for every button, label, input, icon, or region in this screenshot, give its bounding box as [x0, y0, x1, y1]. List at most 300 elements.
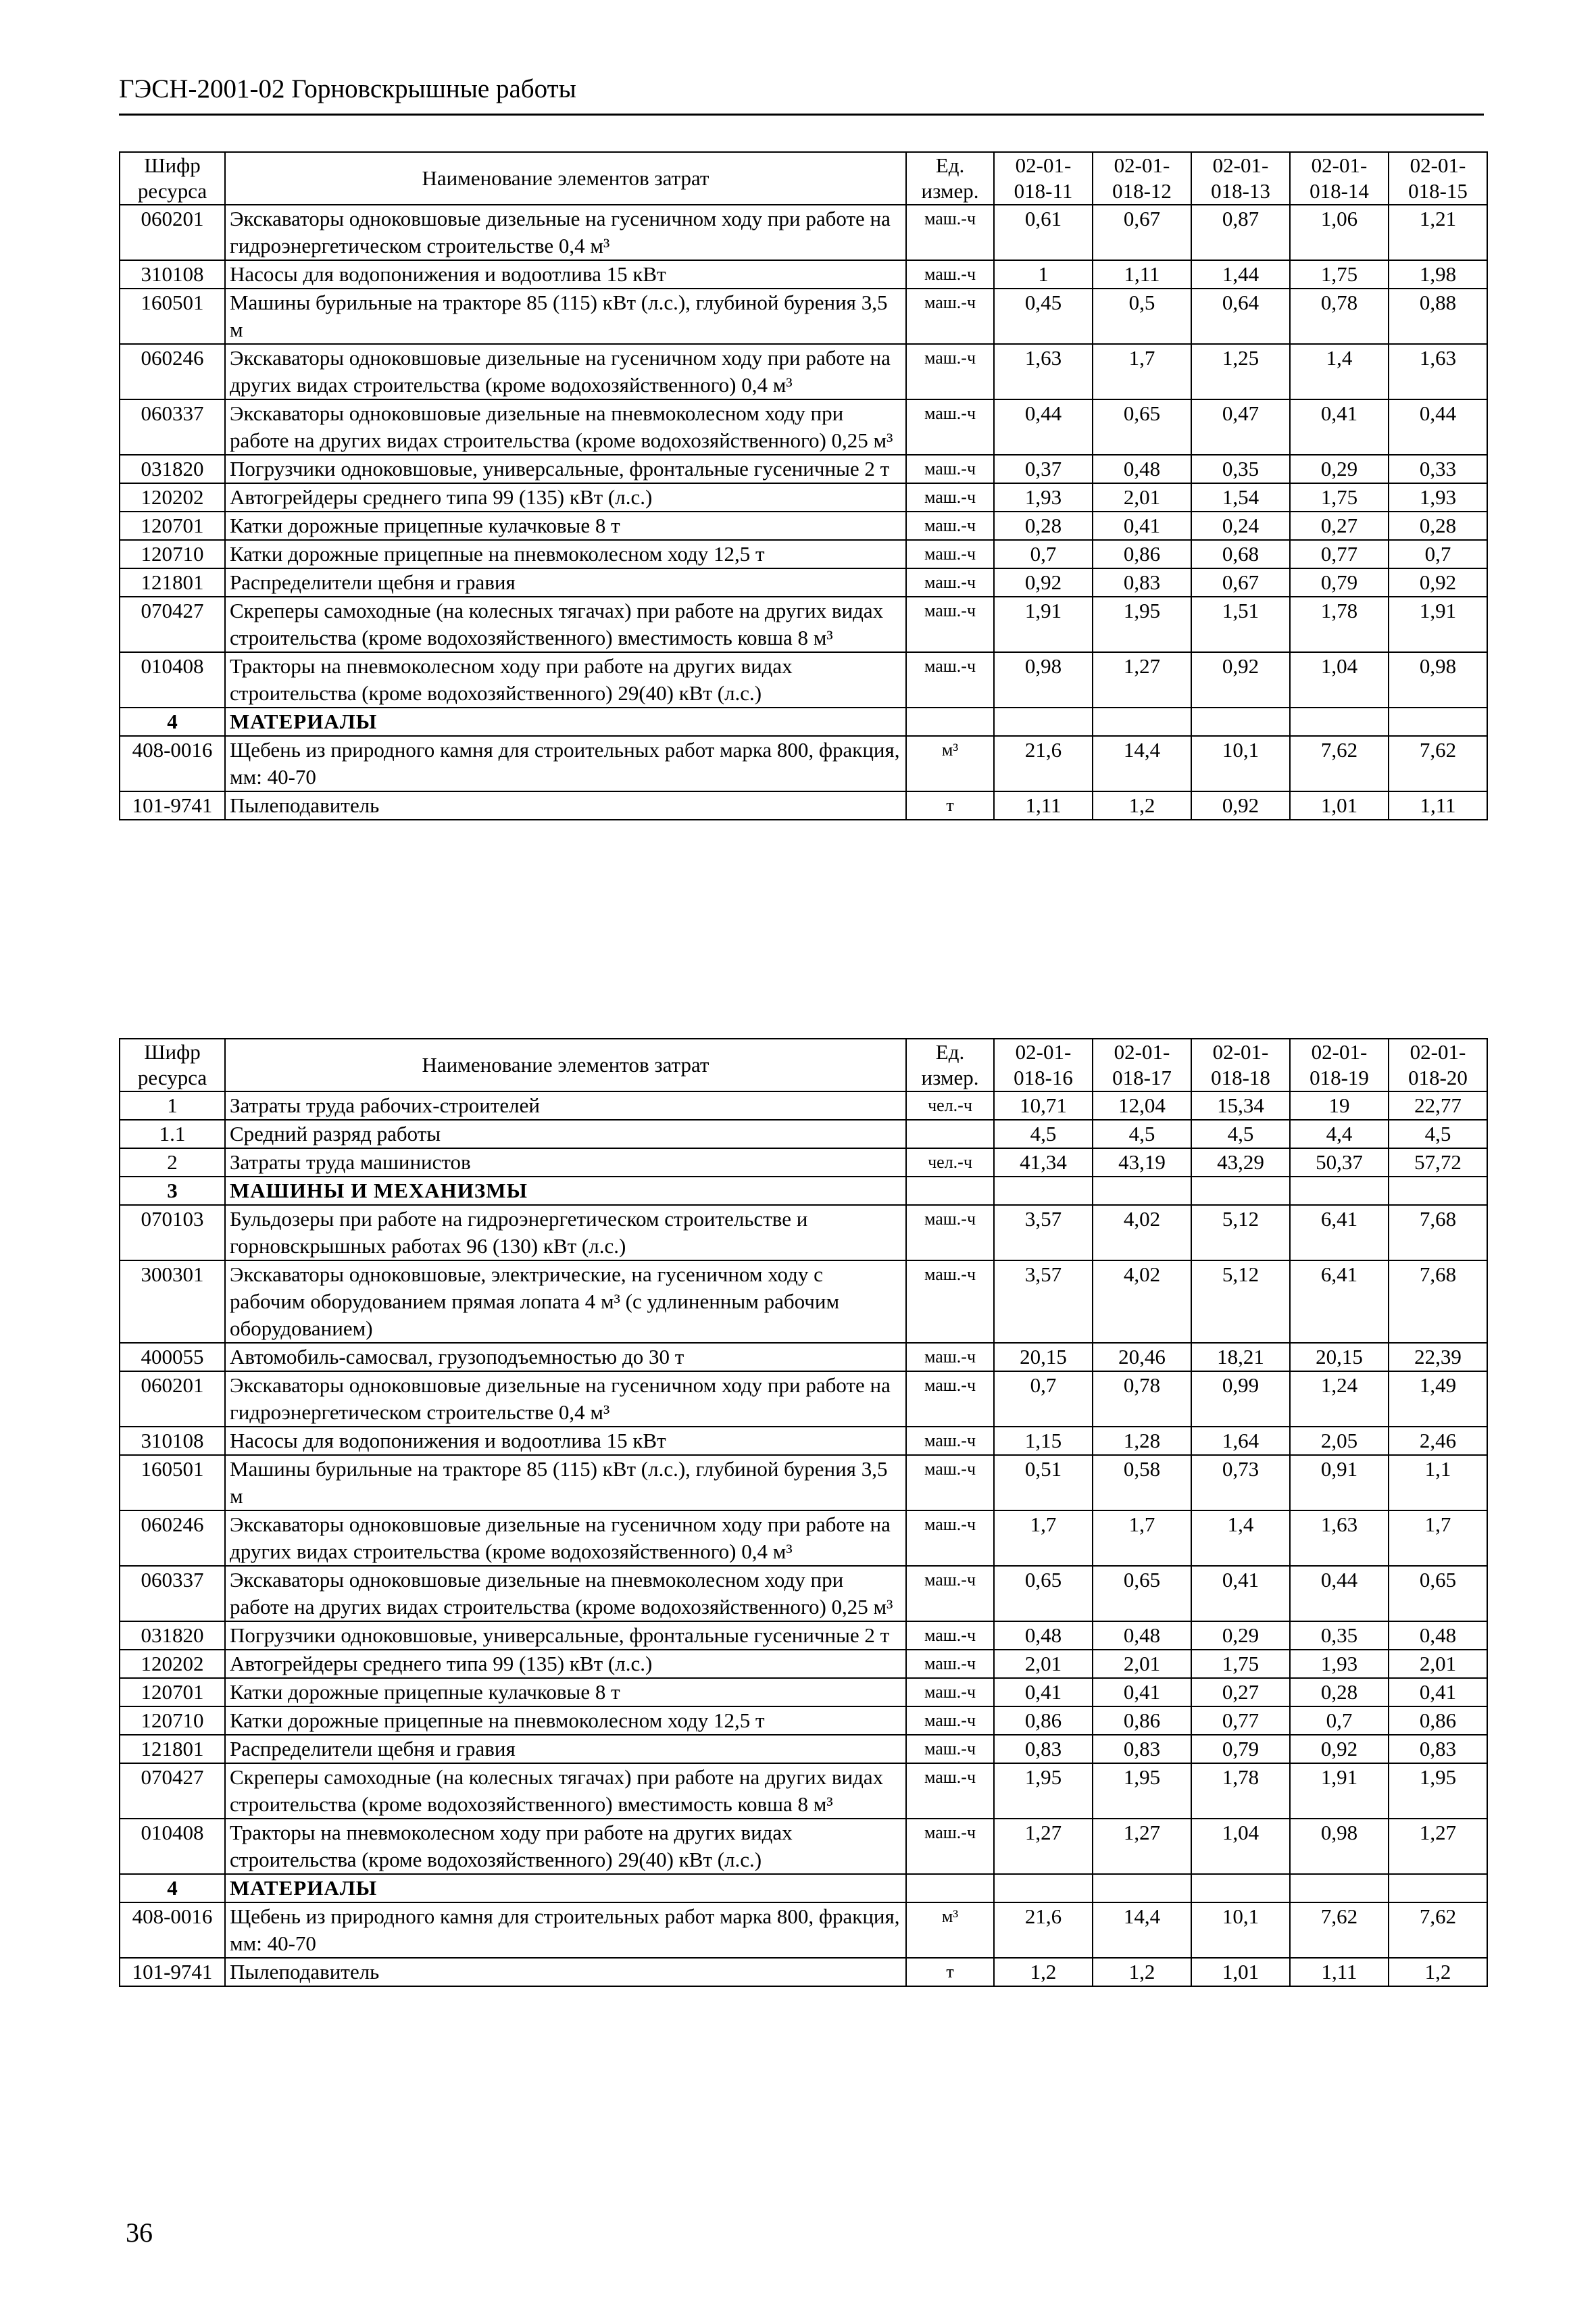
- header-col: 02-01-018-18: [1191, 1039, 1290, 1091]
- value-cell: 0,65: [1093, 1566, 1191, 1621]
- unit-cell: маш.-ч: [906, 344, 994, 399]
- value-cell: 0,98: [1389, 652, 1487, 708]
- resource-code-cell: 121801: [120, 568, 225, 597]
- value-cell: 0,44: [994, 399, 1093, 455]
- value-cell: 0,92: [1191, 652, 1290, 708]
- resource-name-cell: Затраты труда машинистов: [225, 1148, 906, 1177]
- resource-name-cell: Насосы для водопонижения и водоотлива 15 кВт: [225, 1427, 906, 1455]
- value-cell: 0,27: [1290, 512, 1389, 540]
- value-cell: 0,86: [1093, 540, 1191, 568]
- value-cell: 2,01: [1093, 1650, 1191, 1678]
- resource-name-cell: Экскаваторы одноковшовые дизельные на гусеничном ходу при работе на других видах строительства (кроме водохозяйственного) 0,4 м³: [225, 344, 906, 399]
- value-cell: 0,68: [1191, 540, 1290, 568]
- value-cell: 18,21: [1191, 1343, 1290, 1371]
- value-cell: 1,4: [1290, 344, 1389, 399]
- table-row: [120, 1735, 1487, 1763]
- value-cell: 0,28: [1389, 512, 1487, 540]
- resource-code-cell: 101-9741: [120, 791, 225, 820]
- header-code: Шифр ресурса: [120, 152, 225, 205]
- value-cell: [994, 1874, 1093, 1902]
- value-cell: 0,64: [1191, 289, 1290, 344]
- resource-table-2: [119, 1038, 1488, 1987]
- unit-cell: маш.-ч: [906, 483, 994, 512]
- resource-code-cell: 070103: [120, 1205, 225, 1260]
- resource-name-cell: Пылеподавитель: [225, 1958, 906, 1986]
- table-row: [120, 1455, 1487, 1510]
- value-cell: 1,93: [1389, 483, 1487, 512]
- resource-code-cell: 310108: [120, 1427, 225, 1455]
- resource-code-cell: 2: [120, 1148, 225, 1177]
- unit-cell: маш.-ч: [906, 568, 994, 597]
- table-row: [120, 289, 1487, 344]
- value-cell: [1290, 708, 1389, 736]
- value-cell: 0,27: [1191, 1678, 1290, 1706]
- resource-code-cell: 060201: [120, 205, 225, 260]
- value-cell: 1,11: [994, 791, 1093, 820]
- header-col: 02-01-018-16: [994, 1039, 1093, 1091]
- value-cell: 1,93: [994, 483, 1093, 512]
- resource-code-cell: 160501: [120, 289, 225, 344]
- value-cell: 1,91: [994, 597, 1093, 652]
- resource-name-cell: МАТЕРИАЛЫ: [225, 1874, 906, 1902]
- value-cell: 10,1: [1191, 736, 1290, 791]
- value-cell: 2,01: [1093, 483, 1191, 512]
- value-cell: 1,2: [1093, 1958, 1191, 1986]
- value-cell: 1,44: [1191, 260, 1290, 289]
- value-cell: 1,95: [1093, 1763, 1191, 1819]
- value-cell: 0,41: [1093, 1678, 1191, 1706]
- value-cell: 1,7: [1093, 1510, 1191, 1566]
- resource-name-cell: Погрузчики одноковшовые, универсальные, фронтальные гусеничные 2 т: [225, 455, 906, 483]
- value-cell: 0,92: [994, 568, 1093, 597]
- value-cell: 0,83: [1093, 568, 1191, 597]
- value-cell: 0,87: [1191, 205, 1290, 260]
- section-row: [120, 1874, 1487, 1902]
- resource-code-cell: 4: [120, 1874, 225, 1902]
- value-cell: 43,19: [1093, 1148, 1191, 1177]
- value-cell: [1093, 1177, 1191, 1205]
- table-row: [120, 791, 1487, 820]
- table-row: [120, 568, 1487, 597]
- unit-cell: маш.-ч: [906, 1566, 994, 1621]
- value-cell: 0,65: [1389, 1566, 1487, 1621]
- resource-code-cell: 010408: [120, 652, 225, 708]
- value-cell: 0,79: [1290, 568, 1389, 597]
- value-cell: 20,15: [994, 1343, 1093, 1371]
- unit-cell: [906, 1874, 994, 1902]
- value-cell: 1,63: [1389, 344, 1487, 399]
- resource-code-cell: 408-0016: [120, 1902, 225, 1958]
- value-cell: 7,62: [1290, 736, 1389, 791]
- value-cell: 0,7: [994, 540, 1093, 568]
- value-cell: 1,49: [1389, 1371, 1487, 1427]
- table-row: [120, 1343, 1487, 1371]
- page-number: 36: [126, 2217, 153, 2248]
- value-cell: 1,25: [1191, 344, 1290, 399]
- resource-name-cell: Машины бурильные на тракторе 85 (115) кВт (л.с.), глубиной бурения 3,5 м: [225, 289, 906, 344]
- value-cell: 1,78: [1290, 597, 1389, 652]
- value-cell: 10,71: [994, 1091, 1093, 1120]
- value-cell: 7,62: [1389, 1902, 1487, 1958]
- value-cell: 1,98: [1389, 260, 1487, 289]
- resource-code-cell: 120710: [120, 540, 225, 568]
- resource-code-cell: 120710: [120, 1706, 225, 1735]
- value-cell: 1,95: [1093, 597, 1191, 652]
- header-col: 02-01-018-14: [1290, 152, 1389, 205]
- table-row: [120, 1902, 1487, 1958]
- value-cell: 1,75: [1290, 260, 1389, 289]
- resource-name-cell: Пылеподавитель: [225, 791, 906, 820]
- value-cell: 1,11: [1093, 260, 1191, 289]
- value-cell: 1,27: [1093, 652, 1191, 708]
- value-cell: 0,67: [1093, 205, 1191, 260]
- resource-name-cell: Распределители щебня и гравия: [225, 568, 906, 597]
- value-cell: 5,12: [1191, 1260, 1290, 1343]
- value-cell: 1,15: [994, 1427, 1093, 1455]
- value-cell: 0,98: [1290, 1819, 1389, 1874]
- header-col: 02-01-018-15: [1389, 152, 1487, 205]
- header-code: Шифр ресурса: [120, 1039, 225, 1091]
- unit-cell: маш.-ч: [906, 205, 994, 260]
- value-cell: 50,37: [1290, 1148, 1389, 1177]
- value-cell: 10,1: [1191, 1902, 1290, 1958]
- resource-code-cell: 060337: [120, 399, 225, 455]
- resource-code-cell: 060246: [120, 344, 225, 399]
- resource-code-cell: 120701: [120, 512, 225, 540]
- value-cell: [994, 1177, 1093, 1205]
- value-cell: 0,61: [994, 205, 1093, 260]
- resource-name-cell: Автомобиль-самосвал, грузоподъемностью до 30 т: [225, 1343, 906, 1371]
- unit-cell: маш.-ч: [906, 1343, 994, 1371]
- value-cell: 0,67: [1191, 568, 1290, 597]
- value-cell: 1,7: [994, 1510, 1093, 1566]
- value-cell: 2,05: [1290, 1427, 1389, 1455]
- table-row: [120, 1678, 1487, 1706]
- resource-code-cell: 4: [120, 708, 225, 736]
- value-cell: [1389, 708, 1487, 736]
- value-cell: 1,4: [1191, 1510, 1290, 1566]
- resource-code-cell: 310108: [120, 260, 225, 289]
- unit-cell: маш.-ч: [906, 597, 994, 652]
- value-cell: 0,41: [1093, 512, 1191, 540]
- resource-code-cell: 070427: [120, 597, 225, 652]
- value-cell: 0,88: [1389, 289, 1487, 344]
- value-cell: 1,54: [1191, 483, 1290, 512]
- unit-cell: маш.-ч: [906, 1706, 994, 1735]
- value-cell: 0,65: [994, 1566, 1093, 1621]
- unit-cell: маш.-ч: [906, 1621, 994, 1650]
- value-cell: 1,7: [1093, 344, 1191, 399]
- unit-cell: маш.-ч: [906, 540, 994, 568]
- resource-name-cell: Скреперы самоходные (на колесных тягачах) при работе на других видах строительства (кроме водохозяйственного) вместимость ковша 8 м³: [225, 597, 906, 652]
- resource-name-cell: Затраты труда рабочих-строителей: [225, 1091, 906, 1120]
- value-cell: 0,58: [1093, 1455, 1191, 1510]
- resource-name-cell: Автогрейдеры среднего типа 99 (135) кВт (л.с.): [225, 483, 906, 512]
- unit-cell: маш.-ч: [906, 289, 994, 344]
- header-name: Наименование элементов затрат: [225, 152, 906, 205]
- header-col: 02-01-018-11: [994, 152, 1093, 205]
- value-cell: 0,92: [1389, 568, 1487, 597]
- value-cell: 57,72: [1389, 1148, 1487, 1177]
- header-name: Наименование элементов затрат: [225, 1039, 906, 1091]
- value-cell: 0,41: [1290, 399, 1389, 455]
- value-cell: 0,83: [1389, 1735, 1487, 1763]
- table-row: [120, 1763, 1487, 1819]
- value-cell: 0,35: [1290, 1621, 1389, 1650]
- value-cell: 1,01: [1290, 791, 1389, 820]
- value-cell: 0,48: [1389, 1621, 1487, 1650]
- unit-cell: маш.-ч: [906, 1455, 994, 1510]
- value-cell: 0,28: [1290, 1678, 1389, 1706]
- value-cell: [1191, 708, 1290, 736]
- table-row: [120, 1148, 1487, 1177]
- resource-name-cell: Экскаваторы одноковшовые дизельные на гусеничном ходу при работе на других видах строительства (кроме водохозяйственного) 0,4 м³: [225, 1510, 906, 1566]
- resource-table-1: [119, 151, 1488, 820]
- value-cell: 0,86: [1093, 1706, 1191, 1735]
- resource-code-cell: 400055: [120, 1343, 225, 1371]
- resource-code-cell: 1.1: [120, 1120, 225, 1148]
- resource-code-cell: 120701: [120, 1678, 225, 1706]
- value-cell: [1093, 1874, 1191, 1902]
- value-cell: 3,57: [994, 1205, 1093, 1260]
- value-cell: 0,5: [1093, 289, 1191, 344]
- value-cell: 1,64: [1191, 1427, 1290, 1455]
- value-cell: 1,2: [994, 1958, 1093, 1986]
- resource-name-cell: Скреперы самоходные (на колесных тягачах) при работе на других видах строительства (кроме водохозяйственного) вместимость ковша 8 м³: [225, 1763, 906, 1819]
- unit-cell: маш.-ч: [906, 1763, 994, 1819]
- resource-name-cell: Распределители щебня и гравия: [225, 1735, 906, 1763]
- value-cell: 1,63: [1290, 1510, 1389, 1566]
- value-cell: [1191, 1177, 1290, 1205]
- value-cell: 0,48: [1093, 1621, 1191, 1650]
- value-cell: 20,46: [1093, 1343, 1191, 1371]
- value-cell: 5,12: [1191, 1205, 1290, 1260]
- value-cell: [1191, 1874, 1290, 1902]
- value-cell: 0,99: [1191, 1371, 1290, 1427]
- table-row: [120, 1958, 1487, 1986]
- unit-cell: маш.-ч: [906, 1260, 994, 1343]
- table-row: [120, 1510, 1487, 1566]
- value-cell: 0,7: [1290, 1706, 1389, 1735]
- table-header-row: [120, 1039, 1487, 1091]
- unit-cell: маш.-ч: [906, 1427, 994, 1455]
- value-cell: 0,48: [1093, 455, 1191, 483]
- unit-cell: [906, 708, 994, 736]
- resource-name-cell: МАШИНЫ И МЕХАНИЗМЫ: [225, 1177, 906, 1205]
- value-cell: 0,86: [1389, 1706, 1487, 1735]
- resource-code-cell: 101-9741: [120, 1958, 225, 1986]
- value-cell: 1,75: [1290, 483, 1389, 512]
- value-cell: 22,39: [1389, 1343, 1487, 1371]
- resource-name-cell: МАТЕРИАЛЫ: [225, 708, 906, 736]
- value-cell: 0,83: [994, 1735, 1093, 1763]
- value-cell: 0,7: [1389, 540, 1487, 568]
- resource-name-cell: Катки дорожные прицепные на пневмоколесном ходу 12,5 т: [225, 540, 906, 568]
- value-cell: 1,78: [1191, 1763, 1290, 1819]
- resource-code-cell: 010408: [120, 1819, 225, 1874]
- value-cell: 1,51: [1191, 597, 1290, 652]
- resource-code-cell: 121801: [120, 1735, 225, 1763]
- unit-cell: м³: [906, 1902, 994, 1958]
- value-cell: 0,33: [1389, 455, 1487, 483]
- value-cell: 2,01: [1389, 1650, 1487, 1678]
- table-row: [120, 483, 1487, 512]
- value-cell: 21,6: [994, 736, 1093, 791]
- value-cell: 2,46: [1389, 1427, 1487, 1455]
- unit-cell: [906, 1177, 994, 1205]
- value-cell: 0,37: [994, 455, 1093, 483]
- value-cell: 0,92: [1191, 791, 1290, 820]
- value-cell: 0,77: [1191, 1706, 1290, 1735]
- unit-cell: маш.-ч: [906, 652, 994, 708]
- value-cell: 14,4: [1093, 736, 1191, 791]
- value-cell: 1,01: [1191, 1958, 1290, 1986]
- value-cell: 1,21: [1389, 205, 1487, 260]
- value-cell: 4,5: [1093, 1120, 1191, 1148]
- value-cell: 1,75: [1191, 1650, 1290, 1678]
- value-cell: 0,92: [1290, 1735, 1389, 1763]
- value-cell: 1,11: [1290, 1958, 1389, 1986]
- resource-name-cell: Машины бурильные на тракторе 85 (115) кВт (л.с.), глубиной бурения 3,5 м: [225, 1455, 906, 1510]
- value-cell: 0,35: [1191, 455, 1290, 483]
- unit-cell: маш.-ч: [906, 1735, 994, 1763]
- unit-cell: [906, 1120, 994, 1148]
- value-cell: 0,83: [1093, 1735, 1191, 1763]
- value-cell: 19: [1290, 1091, 1389, 1120]
- table-row: [120, 1427, 1487, 1455]
- value-cell: 1,2: [1093, 791, 1191, 820]
- value-cell: 1,28: [1093, 1427, 1191, 1455]
- value-cell: 1,11: [1389, 791, 1487, 820]
- header-col: 02-01-018-17: [1093, 1039, 1191, 1091]
- unit-cell: маш.-ч: [906, 1510, 994, 1566]
- value-cell: 7,68: [1389, 1260, 1487, 1343]
- value-cell: 0,78: [1093, 1371, 1191, 1427]
- value-cell: 7,62: [1290, 1902, 1389, 1958]
- header-col: 02-01-018-12: [1093, 152, 1191, 205]
- resource-code-cell: 060337: [120, 1566, 225, 1621]
- table-row: [120, 540, 1487, 568]
- unit-cell: чел.-ч: [906, 1148, 994, 1177]
- value-cell: 1,95: [1389, 1763, 1487, 1819]
- value-cell: 0,78: [1290, 289, 1389, 344]
- value-cell: 1,1: [1389, 1455, 1487, 1510]
- resource-name-cell: Средний разряд работы: [225, 1120, 906, 1148]
- value-cell: 4,02: [1093, 1260, 1191, 1343]
- resource-code-cell: 120202: [120, 483, 225, 512]
- resource-code-cell: 031820: [120, 1621, 225, 1650]
- value-cell: 1,27: [994, 1819, 1093, 1874]
- header-col: 02-01-018-13: [1191, 152, 1290, 205]
- value-cell: 0,98: [994, 652, 1093, 708]
- value-cell: 0,47: [1191, 399, 1290, 455]
- table-row: [120, 399, 1487, 455]
- unit-cell: маш.-ч: [906, 1650, 994, 1678]
- unit-cell: т: [906, 1958, 994, 1986]
- value-cell: 1,27: [1093, 1819, 1191, 1874]
- table-row: [120, 1260, 1487, 1343]
- value-cell: 20,15: [1290, 1343, 1389, 1371]
- resource-code-cell: 070427: [120, 1763, 225, 1819]
- resource-name-cell: Катки дорожные прицепные кулачковые 8 т: [225, 512, 906, 540]
- unit-cell: маш.-ч: [906, 1371, 994, 1427]
- value-cell: 4,5: [1389, 1120, 1487, 1148]
- table-row: [120, 652, 1487, 708]
- value-cell: 4,5: [1191, 1120, 1290, 1148]
- resource-code-cell: 1: [120, 1091, 225, 1120]
- value-cell: 41,34: [994, 1148, 1093, 1177]
- resource-name-cell: Бульдозеры при работе на гидроэнергетическом строительстве и горновскрышных работах 96 (130) кВт (л.с.): [225, 1205, 906, 1260]
- resource-code-cell: 408-0016: [120, 736, 225, 791]
- value-cell: 0,91: [1290, 1455, 1389, 1510]
- value-cell: 1,04: [1191, 1819, 1290, 1874]
- value-cell: 14,4: [1093, 1902, 1191, 1958]
- section-row: [120, 708, 1487, 736]
- value-cell: 3,57: [994, 1260, 1093, 1343]
- unit-cell: маш.-ч: [906, 1819, 994, 1874]
- value-cell: 7,68: [1389, 1205, 1487, 1260]
- resource-name-cell: Щебень из природного камня для строительных работ марка 800, фракция, мм: 40-70: [225, 1902, 906, 1958]
- unit-cell: маш.-ч: [906, 1678, 994, 1706]
- resource-code-cell: 031820: [120, 455, 225, 483]
- table-row: [120, 1650, 1487, 1678]
- table-row: [120, 1819, 1487, 1874]
- resource-code-cell: 300301: [120, 1260, 225, 1343]
- unit-cell: чел.-ч: [906, 1091, 994, 1120]
- resource-name-cell: Экскаваторы одноковшовые, электрические, на гусеничном ходу с рабочим оборудованием прямая лопата 4 м³ (с удлиненным рабочим оборудованием): [225, 1260, 906, 1343]
- value-cell: [994, 708, 1093, 736]
- value-cell: 4,02: [1093, 1205, 1191, 1260]
- value-cell: 15,34: [1191, 1091, 1290, 1120]
- value-cell: 4,4: [1290, 1120, 1389, 1148]
- value-cell: 7,62: [1389, 736, 1487, 791]
- value-cell: 6,41: [1290, 1260, 1389, 1343]
- resource-code-cell: 120202: [120, 1650, 225, 1678]
- resource-name-cell: Тракторы на пневмоколесном ходу при работе на других видах строительства (кроме водохозяйственного) 29(40) кВт (л.с.): [225, 1819, 906, 1874]
- table-row: [120, 1706, 1487, 1735]
- resource-name-cell: Экскаваторы одноковшовые дизельные на гусеничном ходу при работе на гидроэнергетическом строительстве 0,4 м³: [225, 1371, 906, 1427]
- unit-cell: маш.-ч: [906, 399, 994, 455]
- value-cell: 0,7: [994, 1371, 1093, 1427]
- value-cell: 43,29: [1191, 1148, 1290, 1177]
- table-header-row: [120, 152, 1487, 205]
- table-row: [120, 1205, 1487, 1260]
- value-cell: 1,27: [1389, 1819, 1487, 1874]
- table-row: [120, 1120, 1487, 1148]
- resource-name-cell: Тракторы на пневмоколесном ходу при работе на других видах строительства (кроме водохозяйственного) 29(40) кВт (л.с.): [225, 652, 906, 708]
- unit-cell: м³: [906, 736, 994, 791]
- value-cell: 21,6: [994, 1902, 1093, 1958]
- resource-code-cell: 060246: [120, 1510, 225, 1566]
- resource-name-cell: Катки дорожные прицепные кулачковые 8 т: [225, 1678, 906, 1706]
- unit-cell: маш.-ч: [906, 512, 994, 540]
- table-row: [120, 597, 1487, 652]
- value-cell: 1,2: [1389, 1958, 1487, 1986]
- header-unit: Ед. измер.: [906, 1039, 994, 1091]
- value-cell: 1,7: [1389, 1510, 1487, 1566]
- value-cell: 1,95: [994, 1763, 1093, 1819]
- table-row: [120, 205, 1487, 260]
- value-cell: [1389, 1874, 1487, 1902]
- resource-name-cell: Погрузчики одноковшовые, универсальные, фронтальные гусеничные 2 т: [225, 1621, 906, 1650]
- value-cell: 1,91: [1389, 597, 1487, 652]
- value-cell: 1,93: [1290, 1650, 1389, 1678]
- value-cell: [1389, 1177, 1487, 1205]
- unit-cell: маш.-ч: [906, 260, 994, 289]
- value-cell: [1290, 1177, 1389, 1205]
- value-cell: 0,41: [1191, 1566, 1290, 1621]
- value-cell: 0,44: [1290, 1566, 1389, 1621]
